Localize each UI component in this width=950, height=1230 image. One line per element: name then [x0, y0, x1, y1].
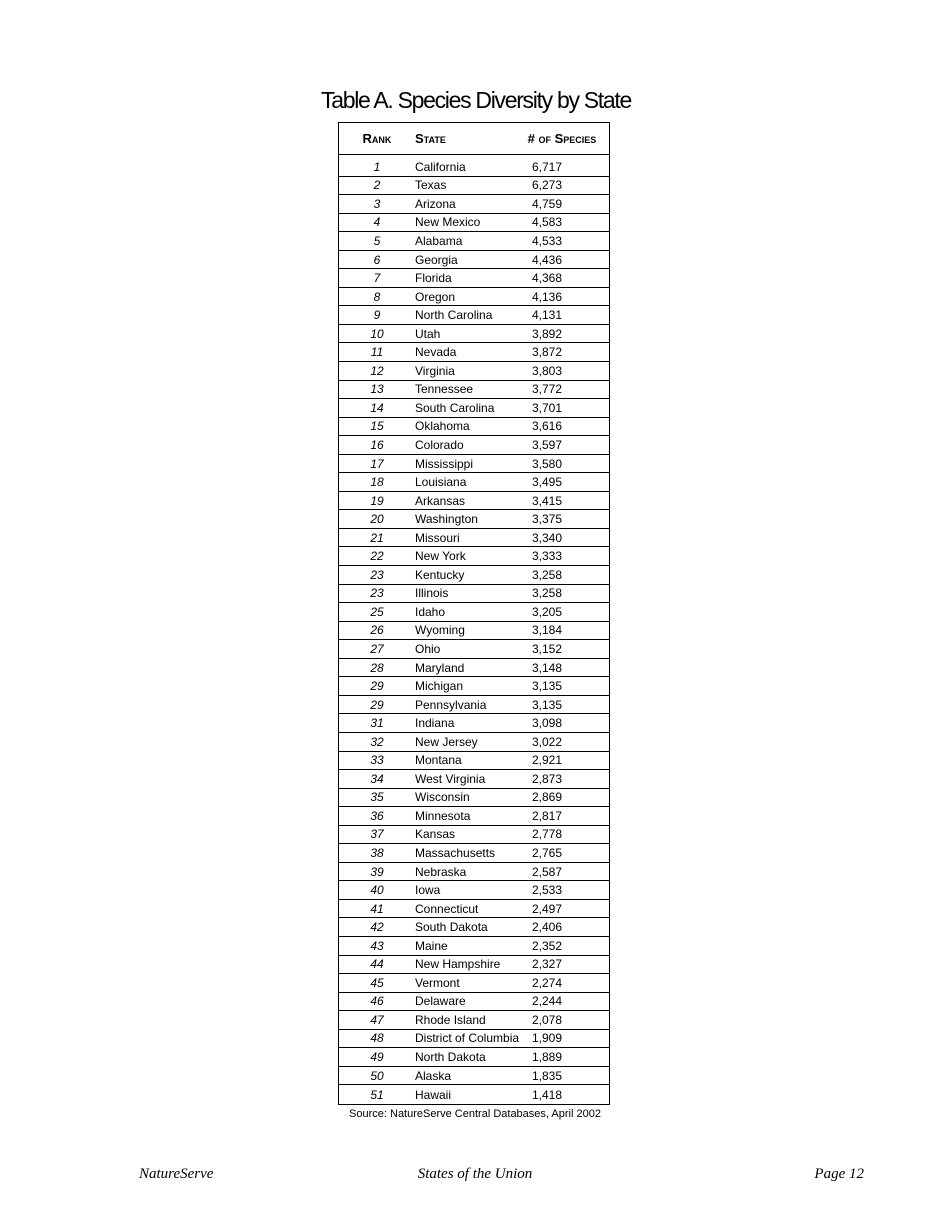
state-cell: Washington: [415, 512, 478, 527]
species-count-cell: 3,022: [532, 734, 563, 749]
state-cell: Massachusetts: [415, 846, 496, 860]
rank-cell: 8: [373, 289, 381, 304]
rank-cell: 3: [373, 196, 381, 211]
rank-cell: 18: [370, 475, 384, 490]
table-row: [339, 807, 609, 826]
rank-cell: 5: [373, 233, 381, 248]
table-row: [339, 937, 609, 956]
species-count-cell: 2,533: [532, 883, 563, 898]
rank-cell: 44: [370, 957, 384, 972]
table-row: [339, 269, 609, 288]
table-row: [339, 195, 609, 214]
table-row: [339, 659, 609, 678]
rank-cell: 26: [370, 623, 384, 638]
table-row: [339, 418, 609, 437]
table-row: [339, 993, 609, 1012]
species-count-cell: 3,892: [532, 326, 563, 341]
species-count-cell: 2,817: [532, 808, 563, 823]
state-cell: New Hampshire: [415, 957, 501, 972]
species-count-cell: 2,352: [532, 938, 563, 953]
species-count-cell: 4,436: [532, 252, 563, 267]
table-row: [339, 603, 609, 622]
rank-cell: 9: [373, 308, 381, 323]
state-cell: Utah: [415, 326, 441, 341]
species-count-cell: 3,148: [532, 660, 563, 675]
species-count-cell: 3,098: [532, 716, 563, 731]
species-count-cell: 4,533: [532, 233, 563, 248]
species-count-cell: 3,415: [532, 493, 563, 508]
table-row: [339, 844, 609, 863]
state-cell: Nebraska: [415, 864, 467, 879]
table-row: [339, 622, 609, 641]
table-row: [339, 232, 609, 251]
species-count-cell: 3,580: [532, 456, 563, 471]
rank-cell: 45: [370, 975, 384, 990]
table-row: [339, 251, 609, 270]
page-title: Table A. Species Diversity by State: [321, 87, 631, 113]
source-note: Source: NatureServe Central Databases, April 2002: [349, 1108, 601, 1120]
rank-cell: 32: [370, 734, 384, 749]
table-row: [339, 863, 609, 882]
state-cell: Hawaii: [415, 1087, 452, 1102]
rank-cell: 25: [370, 604, 384, 619]
rank-cell: 29: [370, 679, 384, 694]
table-row: [339, 826, 609, 845]
table-row: [339, 399, 609, 418]
header-state: State: [415, 131, 446, 146]
rank-cell: 43: [370, 938, 384, 953]
rank-cell: 33: [370, 753, 384, 768]
state-cell: Nevada: [415, 345, 457, 360]
state-cell: North Carolina: [415, 308, 493, 323]
table-row: [339, 974, 609, 993]
state-cell: Idaho: [415, 604, 446, 619]
table-row: [339, 900, 609, 919]
state-cell: California: [415, 159, 466, 174]
state-cell: Alabama: [415, 233, 463, 248]
rank-cell: 14: [370, 400, 384, 415]
species-count-cell: 2,497: [532, 901, 563, 916]
table-row: [339, 770, 609, 789]
table-row: [339, 956, 609, 975]
state-cell: Missouri: [415, 530, 460, 545]
footer-publisher: NatureServe: [139, 1166, 214, 1182]
rank-cell: 42: [370, 920, 384, 935]
state-cell: District of Columbia: [415, 1031, 520, 1046]
rank-cell: 2: [373, 178, 381, 193]
species-count-cell: 2,587: [532, 864, 563, 879]
state-cell: Arkansas: [415, 493, 466, 508]
species-count-cell: 3,701: [532, 400, 563, 415]
rank-cell: 6: [373, 252, 381, 267]
state-cell: Virginia: [415, 363, 455, 378]
rank-cell: 38: [370, 846, 384, 860]
rank-cell: 39: [370, 864, 384, 879]
species-count-cell: 4,136: [532, 289, 563, 304]
species-count-cell: 3,772: [532, 382, 563, 397]
species-count-cell: 3,135: [532, 697, 563, 712]
table-row: [339, 288, 609, 307]
species-count-cell: 2,873: [532, 771, 563, 786]
state-cell: Kentucky: [415, 567, 465, 582]
species-count-cell: 4,583: [532, 215, 563, 230]
species-count-cell: 2,244: [532, 994, 563, 1009]
table-row: [339, 677, 609, 696]
rank-cell: 16: [370, 437, 384, 452]
state-cell: Connecticut: [415, 901, 479, 916]
state-cell: Alaska: [415, 1068, 452, 1083]
species-count-cell: 4,368: [532, 271, 563, 286]
header-species: # of Species: [527, 131, 597, 146]
species-count-cell: 3,258: [532, 567, 563, 582]
species-count-cell: 3,495: [532, 475, 563, 490]
species-count-cell: 3,872: [532, 345, 563, 360]
species-count-cell: 2,778: [532, 827, 563, 842]
table-row: [339, 733, 609, 752]
species-count-cell: 3,205: [532, 604, 563, 619]
species-count-cell: 3,184: [532, 623, 563, 638]
state-cell: Ohio: [415, 641, 441, 656]
species-count-cell: 4,759: [532, 196, 563, 211]
species-count-cell: 1,835: [532, 1068, 563, 1083]
rank-cell: 31: [370, 716, 384, 731]
state-cell: South Dakota: [415, 920, 488, 935]
rank-cell: 47: [370, 1012, 384, 1027]
rank-cell: 48: [370, 1031, 384, 1046]
state-cell: New Mexico: [415, 215, 481, 230]
state-cell: Florida: [415, 271, 452, 286]
state-cell: Delaware: [415, 994, 466, 1009]
rank-cell: 41: [370, 901, 384, 916]
state-cell: Texas: [415, 178, 447, 193]
rank-cell: 4: [373, 215, 381, 230]
rank-cell: 36: [370, 808, 384, 823]
table-row: [339, 306, 609, 325]
footer-page-number: Page 12: [814, 1166, 864, 1182]
species-count-cell: 1,889: [532, 1050, 563, 1065]
rank-cell: 1: [373, 159, 381, 174]
state-cell: Maine: [415, 938, 448, 953]
state-cell: Louisiana: [415, 475, 467, 490]
rank-cell: 23: [370, 586, 384, 601]
species-count-cell: 3,375: [532, 512, 563, 527]
table-row: [339, 214, 609, 233]
rank-cell: 22: [370, 549, 384, 564]
rank-cell: 23: [370, 567, 384, 582]
species-count-cell: 4,131: [532, 308, 563, 323]
rank-cell: 40: [370, 883, 384, 898]
table-row: [339, 1030, 609, 1049]
rank-cell: 50: [370, 1068, 384, 1083]
state-cell: Oregon: [415, 289, 456, 304]
species-count-cell: 1,418: [532, 1087, 563, 1102]
species-count-cell: 3,135: [532, 679, 563, 694]
state-cell: Rhode Island: [415, 1012, 486, 1027]
table-row: [339, 918, 609, 937]
rank-cell: 46: [370, 994, 384, 1009]
species-count-cell: 2,869: [532, 790, 563, 805]
table-row: [339, 640, 609, 659]
table-row: [339, 547, 609, 566]
rank-cell: 27: [370, 641, 384, 656]
rank-cell: 28: [370, 660, 384, 675]
state-cell: Montana: [415, 753, 462, 768]
state-cell: Maryland: [415, 660, 465, 675]
table-row: [339, 362, 609, 381]
species-count-cell: 3,258: [532, 586, 563, 601]
rank-cell: 17: [370, 456, 384, 471]
table-row: [339, 1048, 609, 1067]
species-count-cell: 1,909: [532, 1031, 563, 1046]
table-row: [339, 325, 609, 344]
table-header: [339, 123, 609, 155]
table-row: [339, 177, 609, 196]
state-cell: Iowa: [415, 883, 441, 898]
table-row: [339, 455, 609, 474]
species-count-cell: 3,152: [532, 641, 563, 656]
state-cell: Oklahoma: [415, 419, 470, 434]
table-body: [339, 155, 609, 1104]
table-row: [339, 1011, 609, 1030]
species-count-cell: 3,803: [532, 363, 563, 378]
state-cell: Mississippi: [415, 456, 474, 471]
rank-cell: 10: [370, 326, 384, 341]
rank-cell: 7: [373, 271, 381, 286]
state-cell: West Virginia: [415, 771, 486, 786]
rank-cell: 12: [370, 363, 384, 378]
header-rank: Rank: [362, 131, 392, 146]
species-count-cell: 2,921: [532, 753, 563, 768]
table-row: [339, 381, 609, 400]
species-count-cell: 3,616: [532, 419, 563, 434]
state-cell: Indiana: [415, 716, 455, 731]
state-cell: Georgia: [415, 252, 458, 267]
rank-cell: 49: [370, 1050, 384, 1065]
state-cell: Illinois: [415, 586, 449, 601]
table-row: [339, 343, 609, 362]
species-count-cell: 6,717: [532, 159, 563, 174]
table-row: [339, 158, 609, 177]
state-cell: Wisconsin: [415, 790, 470, 805]
state-cell: Kansas: [415, 827, 456, 842]
rank-cell: 15: [370, 419, 384, 434]
table-row: [339, 714, 609, 733]
table-row: [339, 473, 609, 492]
state-cell: Michigan: [415, 679, 464, 694]
rank-cell: 37: [370, 827, 384, 842]
table-row: [339, 566, 609, 585]
table-row: [339, 529, 609, 548]
species-count-cell: 6,273: [532, 178, 563, 193]
rank-cell: 19: [370, 493, 384, 508]
state-cell: New Jersey: [415, 734, 478, 749]
species-count-cell: 2,765: [532, 846, 563, 860]
table-row: [339, 789, 609, 808]
rank-cell: 13: [370, 382, 384, 397]
rank-cell: 20: [370, 512, 384, 527]
table-row: [339, 752, 609, 771]
table-row: [339, 1085, 609, 1104]
species-count-cell: 3,597: [532, 437, 563, 452]
rank-cell: 29: [370, 697, 384, 712]
species-count-cell: 2,406: [532, 920, 563, 935]
state-cell: Minnesota: [415, 808, 471, 823]
rank-cell: 35: [370, 790, 384, 805]
table-row: [339, 696, 609, 715]
table-row: [339, 436, 609, 455]
table-row: [339, 492, 609, 511]
rank-cell: 34: [370, 771, 384, 786]
state-cell: South Carolina: [415, 400, 495, 415]
state-cell: Pennsylvania: [415, 697, 487, 712]
footer-title: States of the Union: [417, 1166, 533, 1182]
state-cell: Arizona: [415, 196, 456, 211]
rank-cell: 11: [370, 345, 384, 360]
species-count-cell: 2,078: [532, 1012, 563, 1027]
species-count-cell: 3,333: [532, 549, 563, 564]
species-count-cell: 3,340: [532, 530, 563, 545]
state-cell: North Dakota: [415, 1050, 486, 1065]
table-row: [339, 1067, 609, 1086]
state-cell: Tennessee: [415, 382, 474, 397]
rank-cell: 51: [370, 1087, 384, 1102]
state-cell: New York: [415, 549, 466, 564]
table-row: [339, 881, 609, 900]
rank-cell: 21: [370, 530, 384, 545]
species-table: [338, 122, 610, 1105]
species-count-cell: 2,327: [532, 957, 563, 972]
state-cell: Vermont: [415, 975, 460, 990]
table-row: [339, 510, 609, 529]
species-count-cell: 2,274: [532, 975, 563, 990]
state-cell: Wyoming: [415, 623, 465, 638]
table-row: [339, 585, 609, 604]
state-cell: Colorado: [415, 437, 464, 452]
